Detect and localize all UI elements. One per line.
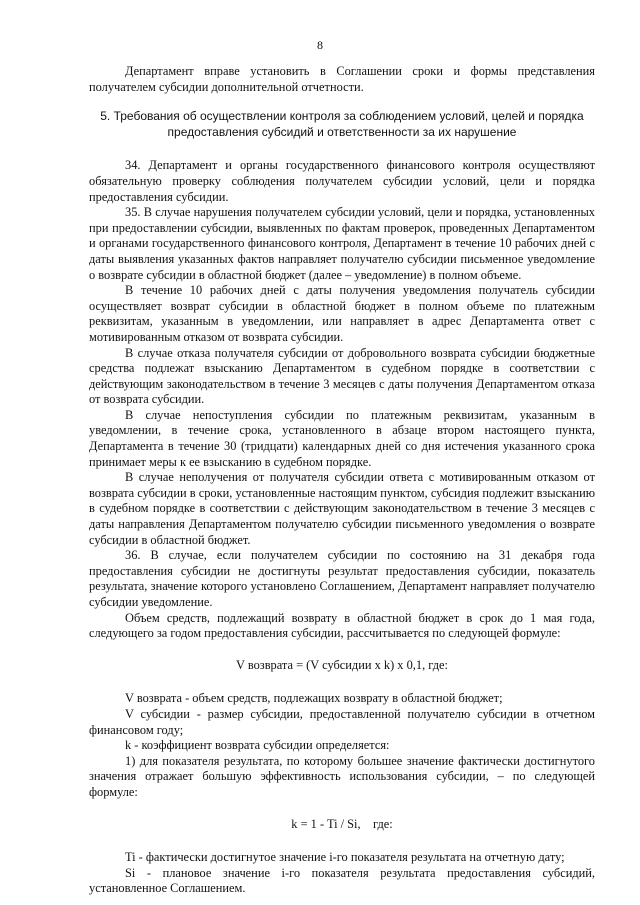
paragraph-35: 35. В случае нарушения получателем субсидии условий, цели и порядка, установленных при предоставлении субсидии, выявленных по фактам проверок, проведенных Департаментом и органами государственного финансового контроля, Департамент в течение 10 рабочих дней с даты выявления указанных фактов направляет получателю субсидии письменное уведомление о возврате субсидии в областной бюджет (далее – уведомление) в полном объеме.: [89, 205, 595, 282]
definition-ti: Ti - фактически достигнутое значение i-го показателя результата на отчетную дату;: [125, 850, 565, 865]
paragraph-35-refusal: В случае отказа получателя субсидии от добровольного возврата субсидии бюджетные средства подлежат взысканию Департаментом в судебном порядке в соответствии с действующим законодательством в течение 3 месяцев с даты получения Департаментом отказа от возврата субсидии.: [89, 345, 595, 407]
definition-si: Si - плановое значение i-го показателя результата предоставления субсидий, установленное Соглашением.: [89, 865, 595, 896]
section-heading-line-2: предоставления субсидий и ответственности за их нарушение: [167, 124, 517, 139]
paragraph-34: 34. Департамент и органы государственного финансового контроля осуществляют обязательную проверку соблюдения получателем субсидии условий, цели и порядка предоставления субсидии.: [89, 158, 595, 204]
formula-k: k = 1 - Ti / Si, где:: [291, 816, 393, 831]
item-1: 1) для показателя результата, по которому большее значение фактически достигнутого значения отражает большую эффективность использования субсидии, – по следующей формуле:: [89, 753, 595, 799]
intro-paragraph: Департамент вправе установить в Соглашении сроки и формы представления получателем субсидии дополнительной отчетности.: [89, 64, 595, 94]
section-heading-line-1: 5. Требования об осуществлении контроля за соблюдением условий, целей и порядка: [100, 109, 584, 124]
paragraph-36: 36. В случае, если получателем субсидии по состоянию на 31 декабря года предоставления субсидии не достигнуты результат предоставления субсидии, показатель результата, значение которого установлено Соглашением, Департамент направляет получателю субсидии уведомление.: [89, 548, 595, 609]
definition-v-return: V возврата - объем средств, подлежащих возврату в областной бюджет;: [125, 691, 503, 706]
paragraph-35-return: В течение 10 рабочих дней с даты получения уведомления получатель субсидии осуществляет возврат субсидии в областной бюджет в полном объеме по платежным реквизитам, указанным в уведомлении, или направляет в адрес Департамента ответ с мотивированным отказом от возврата субсидии.: [89, 283, 595, 344]
document-body: [89, 64, 595, 897]
page-number: 8: [317, 38, 323, 52]
formula-return-volume: V возврата = (V субсидии x k) x 0,1, где:: [236, 657, 448, 672]
paragraph-35-no-response: В случае неполучения от получателя субсидии ответа с мотивированным отказом от возврата субсидии в сроки, установленные настоящим пунктом, субсидия подлежит взысканию в судебном порядке в соответствии с действующим законодательством в течение 3 месяцев с даты направления Департаментом получателю субсидии письменного уведомления о возврате субсидии в областной бюджет.: [89, 470, 595, 547]
definition-v-subsidy: V субсидии - размер субсидии, предоставленной получателю субсидии в отчетном финансовом году;: [89, 706, 595, 737]
section-heading: [89, 109, 595, 140]
paragraph-35-nonreceipt: В случае непоступления субсидии по платежным реквизитам, указанным в уведомлении, в течение срока, установленного в абзаце втором настоящего пункта, Департамента в течение 30 (тридцати) календарных дней со дня истечения указанного срока принимает меры к ее взысканию в судебном порядке.: [89, 407, 595, 469]
definition-k: k - коэффициент возврата субсидии определяется:: [125, 738, 390, 753]
paragraph-36-volume: Объем средств, подлежащий возврату в областной бюджет в срок до 1 мая года, следующего за годом предоставления субсидии, рассчитывается по следующей формуле:: [89, 610, 595, 641]
